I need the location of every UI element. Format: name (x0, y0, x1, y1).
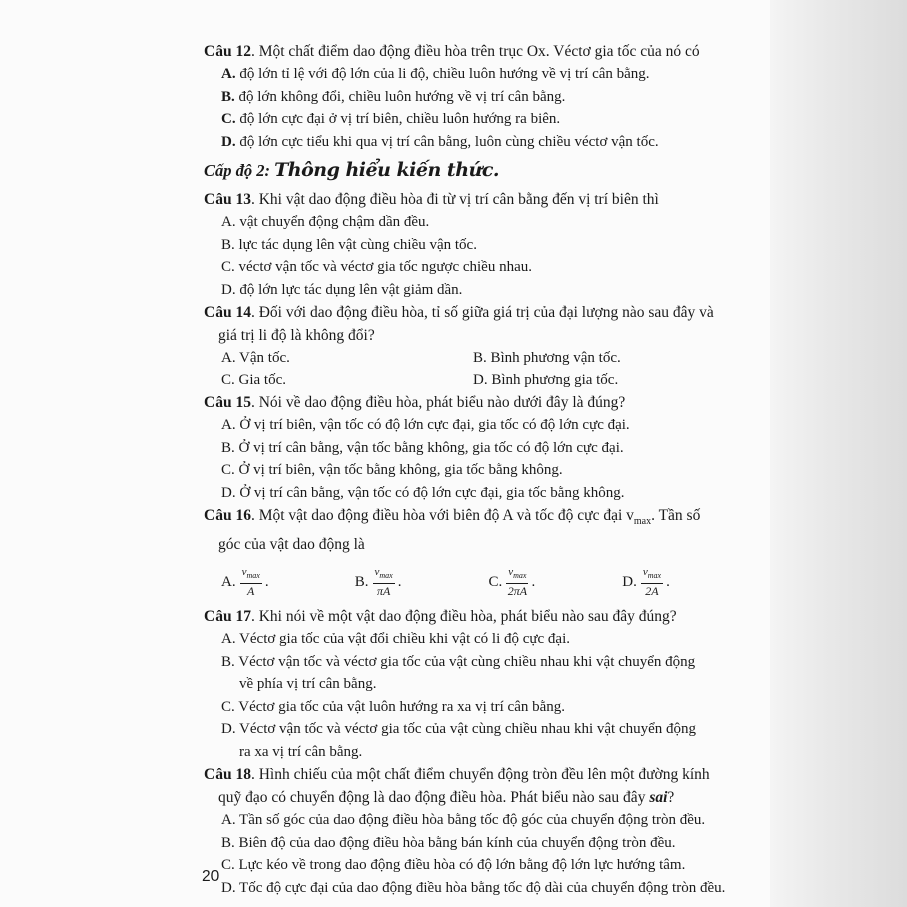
option-a: A. độ lớn tỉ lệ với độ lớn của li độ, chiều luôn hướng về vị trí cân bằng. (221, 66, 650, 82)
option-d: D. Véctơ vận tốc và véctơ gia tốc của vật cùng chiều nhau khi vật chuyển động (221, 721, 697, 738)
option-a: A. $\frac{v_{max}}{A}$ . (221, 566, 269, 599)
option-d: D. Ở vị trí cân bằng, vận tốc có độ lớn cực đại, gia tốc bằng không. (221, 484, 625, 501)
fraction-options (204, 562, 756, 602)
fraction: $\frac{v_{max}}{A}$ (241, 566, 260, 599)
question-text: . Đối với dao động điều hòa, tỉ số giữa giá trị của đại lượng nào sau đây và (250, 304, 714, 321)
question-number: Câu 14 (204, 304, 251, 321)
option-d: D. Tốc độ cực đại của dao động điều hòa bằng tốc độ dài của chuyển động tròn đều. (221, 879, 726, 896)
option-b: B. Bình phương vận tốc. (473, 350, 621, 366)
question-text-continued: quỹ đạo có chuyển động là dao động điều hòa. Phát biểu nào sau đây sai? (218, 789, 675, 807)
option-a: A. Vận tốc. (221, 350, 290, 366)
question-number: Câu 18 (204, 766, 251, 784)
question-text-continued: giá trị li độ là không đổi? (218, 327, 375, 344)
subscript: max (513, 571, 527, 581)
option-b: B. Véctơ vận tốc và véctơ gia tốc của vật cùng chiều nhau khi vật chuyển động (221, 653, 696, 670)
question-14 (204, 302, 756, 324)
option-a: A. Véctơ gia tốc của vật đổi chiều khi vật có li độ cực đại. (221, 631, 571, 648)
subscript: max (633, 516, 652, 528)
question-number: Câu 12 (204, 43, 251, 60)
book-spine-shadow (770, 0, 907, 907)
option-b: B. lực tác dụng lên vật cùng chiều vận tốc. (221, 236, 477, 253)
page-content (204, 40, 756, 899)
subscript: max (379, 571, 393, 581)
option-c: C. Lực kéo về trong dao động điều hòa có độ lớn bằng độ lớn lực hướng tâm. (221, 857, 686, 874)
option-c: C. $\frac{v_{max}}{2\pi A}$ . (488, 566, 536, 599)
option-a: A. Tần số góc của dao động điều hòa bằng tốc độ góc của chuyển động tròn đều. (221, 812, 706, 829)
fraction: $\frac{v_{max}}{\pi A}$ (374, 566, 393, 599)
question-16: Câu 16. Một vật dao động điều hòa với biên độ A và tốc độ cực đại $v_{max}$. Tần số (204, 507, 701, 528)
question-text: . Khi vật dao động điều hòa đi từ vị trí cân bằng đến vị trí biên thì (250, 191, 659, 208)
subscript: max (246, 571, 260, 581)
option-b: B. độ lớn không đổi, chiều luôn hướng về vị trí cân bằng. (221, 88, 566, 105)
fraction: $\frac{v_{max}}{2\pi A}$ (507, 566, 528, 599)
option-b-continued: về phía vị trí cân bằng. (239, 676, 377, 693)
option-c: C. Véctơ gia tốc của vật luôn hướng ra xa vị trí cân bằng. (221, 698, 566, 715)
option-d: D. Bình phương gia tốc. (473, 372, 619, 388)
option-c: C. Gia tốc. (221, 372, 286, 388)
level-heading (204, 159, 756, 181)
question-number: Câu 15 (204, 394, 251, 411)
question-17 (204, 606, 756, 628)
option-row (204, 347, 756, 369)
question-13 (204, 189, 756, 211)
question-number: Câu 16 (204, 507, 251, 524)
level-label: Cấp độ 2: (204, 161, 270, 180)
option-d: D. $\frac{v_{max}}{2A}$ . (622, 566, 670, 599)
option-c: C. độ lớn cực đại ở vị trí biên, chiều luôn hướng ra biên. (221, 111, 561, 127)
level-handwritten-title: Thông hiểu kiến thức. (274, 159, 500, 181)
option-c: C. Ở vị trí biên, vận tốc bằng không, gia tốc bằng không. (221, 462, 563, 478)
question-number: Câu 13 (204, 191, 251, 208)
option-d: D. độ lớn lực tác dụng lên vật giảm dần. (221, 281, 463, 298)
option-b: B. Ở vị trí cân bằng, vận tốc bằng không, gia tốc có độ lớn cực đại. (221, 439, 624, 456)
question-18 (204, 764, 756, 786)
question-text: . Một chất điểm dao động điều hòa trên trục Ox. Véctơ gia tốc của nó có (250, 43, 700, 60)
emphasis-wrong: sai (649, 789, 668, 807)
question-text: . Khi nói về một vật dao động điều hòa, phát biểu nào sau đây đúng? (250, 608, 677, 626)
option-c: C. véctơ vận tốc và véctơ gia tốc ngược chiều nhau. (221, 259, 532, 275)
option-a: A. vật chuyển động chậm dần đều. (221, 214, 430, 230)
question-text-continued: góc của vật dao động là (218, 536, 365, 554)
question-text: . Hình chiếu của một chất điểm chuyển động tròn đều lên một đường kính (250, 766, 710, 784)
option-row (204, 369, 756, 391)
option-a: A. Ở vị trí biên, vận tốc có độ lớn cực đại, gia tốc có độ lớn cực đại. (221, 417, 630, 433)
option-d: D. độ lớn cực tiểu khi qua vị trí cân bằng, luôn cùng chiều véctơ vận tốc. (221, 133, 659, 150)
question-text: . Một vật dao động điều hòa với biên độ A và tốc độ cực đại v (250, 507, 634, 524)
option-b: B. Biên độ của dao động điều hòa bằng bán kính của chuyển động tròn đều. (221, 834, 676, 851)
fraction: $\frac{v_{max}}{2A}$ (642, 566, 662, 599)
question-15 (204, 392, 756, 414)
question-number: Câu 17 (204, 608, 251, 626)
option-d-continued: ra xa vị trí cân bằng. (239, 743, 363, 760)
question-12 (204, 41, 756, 63)
question-text: . Nói về dao động điều hòa, phát biểu nào dưới đây là đúng? (250, 394, 626, 411)
option-b: B. $\frac{v_{max}}{\pi A}$ . (354, 566, 402, 599)
page-number: 20 (202, 868, 220, 885)
subscript: max (647, 571, 662, 581)
